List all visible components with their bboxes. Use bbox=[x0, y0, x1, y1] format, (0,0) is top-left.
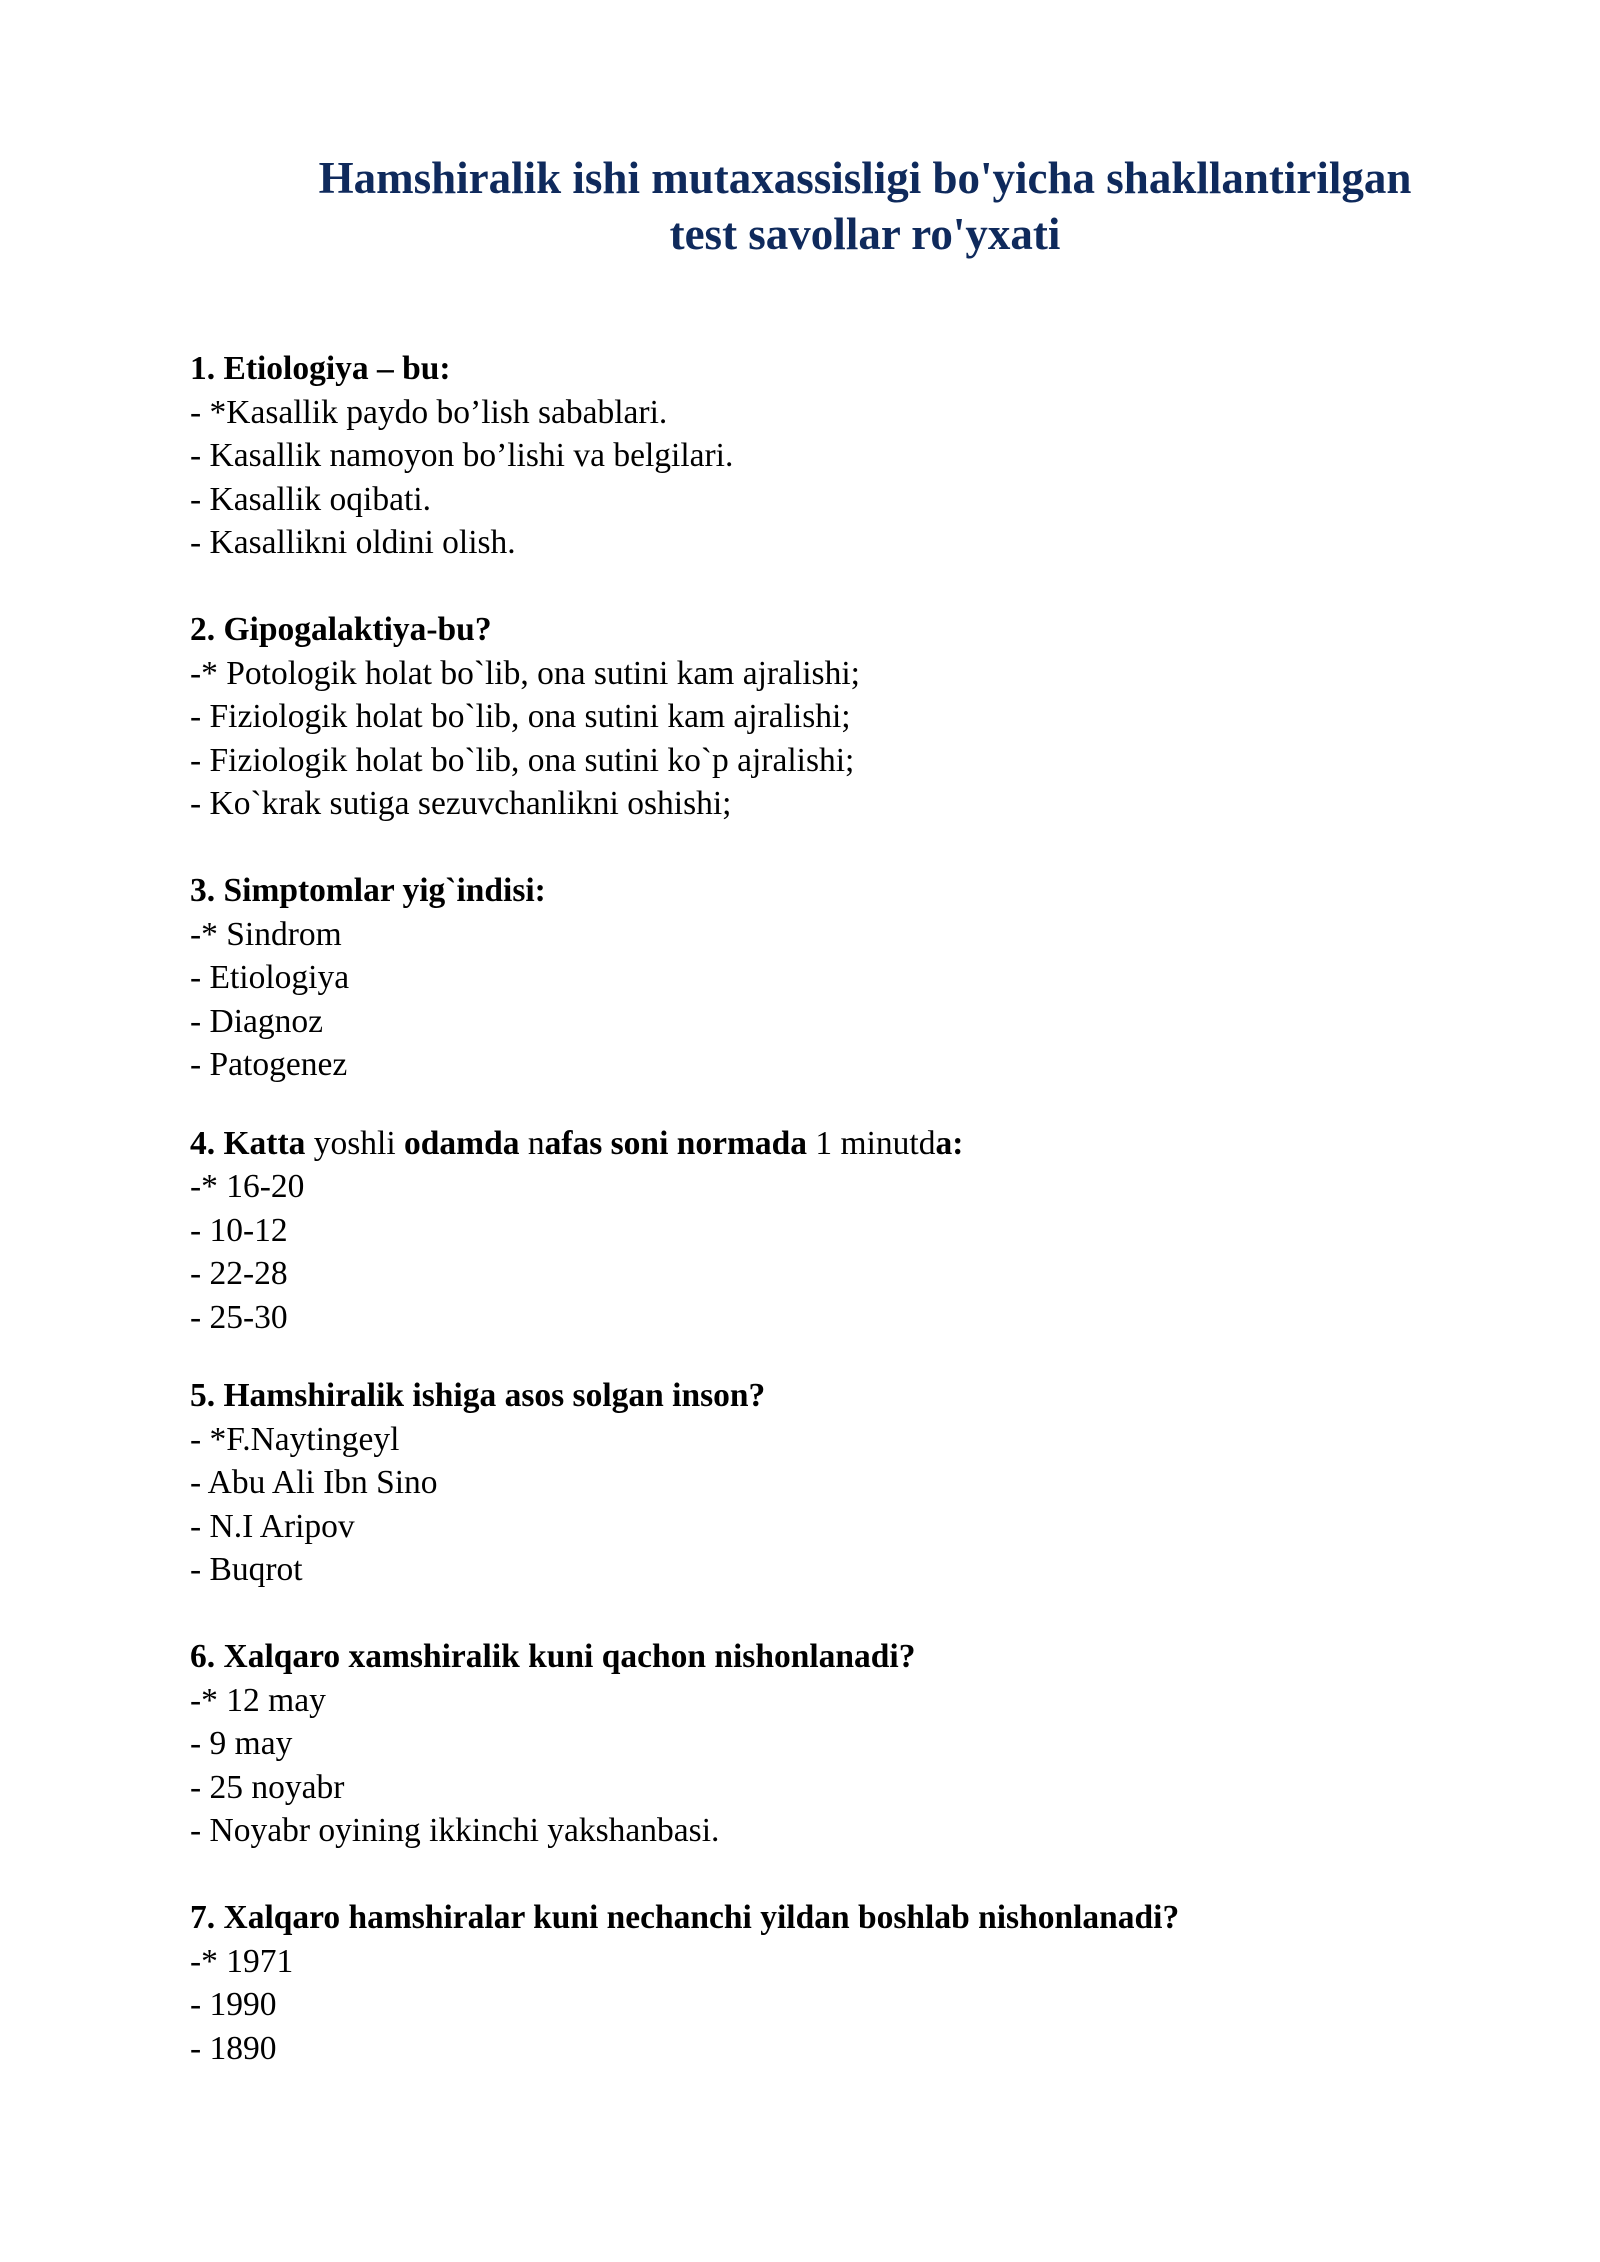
question-6-option-c: - 25 noyabr bbox=[190, 1768, 345, 1806]
question-4-text-part-4: n bbox=[519, 1124, 545, 1162]
question-2-text: 2. Gipogalaktiya-bu? bbox=[190, 611, 492, 648]
question-4-text-part-6: 1 minutd bbox=[807, 1124, 936, 1162]
question-4-option-d: - 25-30 bbox=[190, 1298, 288, 1336]
question-4-text-part-7: a: bbox=[935, 1124, 964, 1162]
question-5-option-d: - Buqrot bbox=[190, 1551, 303, 1588]
question-7-text: 7. Xalqaro hamshiralar kuni nechanchi yildan boshlab nishonlanadi? bbox=[190, 1899, 1180, 1936]
document-title bbox=[190, 150, 1540, 262]
question-7-option-c: - 1890 bbox=[190, 2029, 277, 2067]
question-1-text: 1. Etiologiya – bu: bbox=[190, 350, 451, 387]
question-2 bbox=[190, 608, 1490, 826]
question-2-option-a: -* Potologik holat bo`lib, ona sutini kam ajralishi; bbox=[190, 654, 860, 692]
question-2-option-b: - Fiziologik holat bo`lib, ona sutini kam ajralishi; bbox=[190, 698, 851, 735]
question-3-text: 3. Simptomlar yig`indisi: bbox=[190, 872, 546, 909]
question-7 bbox=[190, 1896, 1490, 2070]
question-4-option-a: -* 16-20 bbox=[190, 1168, 305, 1205]
question-4-option-c: - 22-28 bbox=[190, 1255, 288, 1292]
question-5-option-c: - N.I Aripov bbox=[190, 1507, 355, 1545]
question-4-text-part-3: odamda bbox=[404, 1124, 520, 1162]
question-1 bbox=[190, 347, 1490, 565]
question-7-option-b: - 1990 bbox=[190, 1986, 277, 2023]
question-6-option-b: - 9 may bbox=[190, 1725, 293, 1762]
document-title-line-2: test savollar ro'yxati bbox=[669, 209, 1061, 259]
question-2-option-d: - Ko`krak sutiga sezuvchanlikni oshishi; bbox=[190, 785, 732, 822]
question-5-text: 5. Hamshiralik ishiga asos solgan inson? bbox=[190, 1377, 766, 1414]
question-3-option-b: - Etiologiya bbox=[190, 959, 350, 996]
question-5 bbox=[190, 1374, 1490, 1592]
question-4 bbox=[190, 1122, 1490, 1340]
question-1-option-b: - Kasallik namoyon bo’lishi va belgilari. bbox=[190, 437, 734, 474]
question-3 bbox=[190, 869, 1490, 1087]
question-3-option-a: -* Sindrom bbox=[190, 915, 342, 953]
question-7-option-a: -* 1971 bbox=[190, 1942, 294, 1980]
question-1-option-d: - Kasallikni oldini olish. bbox=[190, 524, 516, 561]
question-6-option-a: -* 12 may bbox=[190, 1681, 326, 1719]
document-title-line-1: Hamshiralik ishi mutaxassisligi bo'yicha shakllantirilgan bbox=[318, 153, 1412, 203]
question-6-text: 6. Xalqaro xamshiralik kuni qachon nishonlanadi? bbox=[190, 1638, 916, 1675]
question-4-text bbox=[190, 1122, 1490, 1166]
question-list bbox=[190, 347, 1490, 2070]
question-4-text-part-1: 4. Katta bbox=[190, 1124, 306, 1162]
question-4-option-b: - 10-12 bbox=[190, 1211, 288, 1249]
question-1-option-c: - Kasallik oqibati. bbox=[190, 480, 431, 518]
question-4-text-part-2: yoshli bbox=[305, 1124, 405, 1162]
question-4-text-part-5: afas soni normada bbox=[544, 1124, 808, 1162]
question-6 bbox=[190, 1635, 1490, 1853]
question-6-option-d: - Noyabr oyining ikkinchi yakshanbasi. bbox=[190, 1812, 720, 1849]
question-2-option-c: - Fiziologik holat bo`lib, ona sutini ko`p ajralishi; bbox=[190, 741, 855, 779]
question-1-option-a: - *Kasallik paydo bo’lish sabablari. bbox=[190, 393, 668, 431]
question-3-option-c: - Diagnoz bbox=[190, 1002, 324, 1040]
question-5-option-b: - Abu Ali Ibn Sino bbox=[190, 1464, 438, 1501]
question-3-option-d: - Patogenez bbox=[190, 1046, 348, 1083]
question-5-option-a: - *F.Naytingeyl bbox=[190, 1420, 400, 1458]
